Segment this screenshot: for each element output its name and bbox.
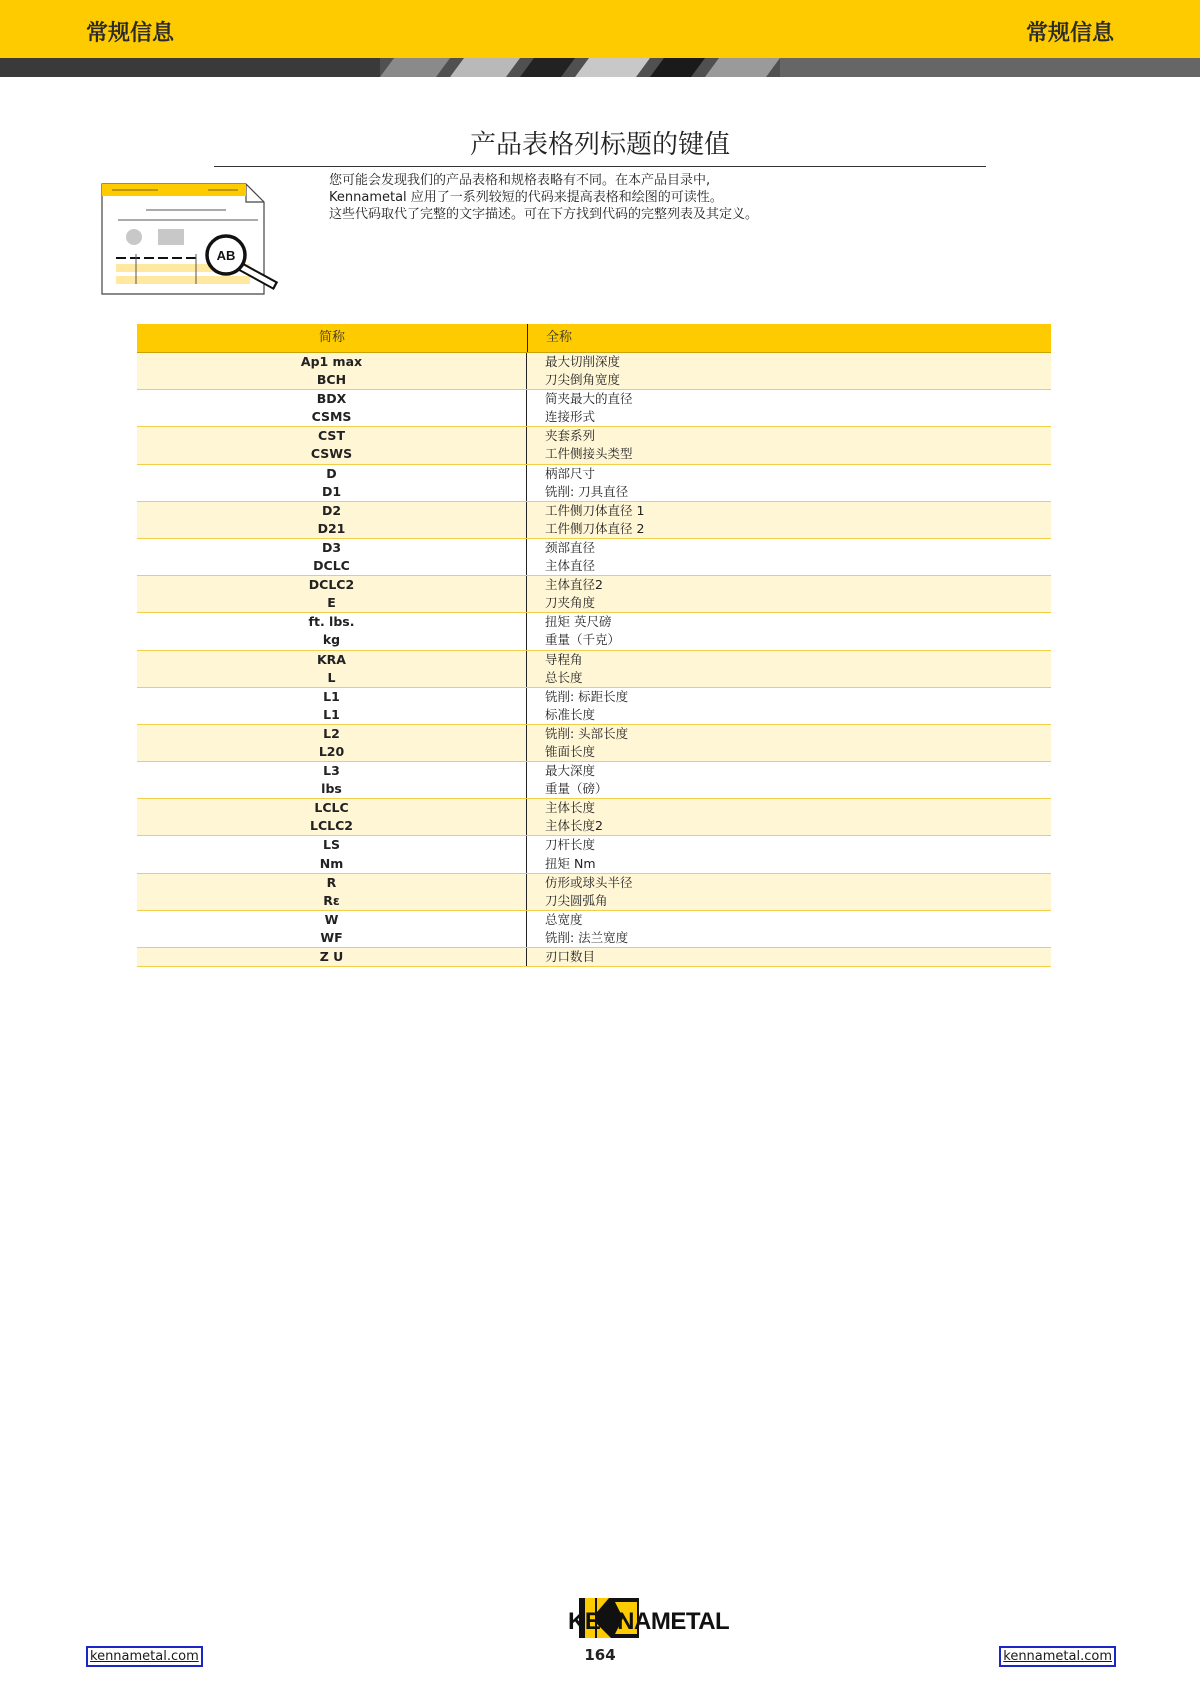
table-row bbox=[137, 371, 1051, 389]
full-name-cell: 夹套系列 bbox=[545, 428, 596, 444]
table-row-group bbox=[137, 836, 1051, 873]
table-header-row bbox=[137, 324, 1051, 353]
full-name-cell: 刀杆长度 bbox=[545, 837, 596, 853]
abbreviation-cell: DCLC2 bbox=[137, 576, 527, 594]
intro-paragraph bbox=[329, 172, 969, 223]
table-row bbox=[137, 483, 1051, 501]
table-row bbox=[137, 669, 1051, 687]
full-name-cell: 工件侧刀体直径 2 bbox=[545, 520, 645, 536]
table-row bbox=[137, 502, 1051, 520]
table-row bbox=[137, 557, 1051, 575]
full-name-cell: 主体直径 bbox=[545, 558, 596, 574]
full-name-cell: 铣削: 头部长度 bbox=[545, 725, 629, 741]
abbreviation-cell: E bbox=[137, 594, 527, 612]
full-name-cell: 总宽度 bbox=[545, 911, 583, 927]
table-row-group bbox=[137, 353, 1051, 390]
intro-line-3: 这些代码取代了完整的文字描述。可在下方找到代码的完整列表及其定义。 bbox=[329, 207, 759, 222]
abbreviation-cell: D bbox=[137, 465, 527, 483]
header-full-name: 全称 bbox=[546, 330, 573, 345]
decorative-stripe-bar bbox=[0, 58, 1200, 77]
table-row-group bbox=[137, 874, 1051, 911]
table-body bbox=[137, 353, 1051, 967]
footer-link-left[interactable]: kennametal.com bbox=[86, 1646, 203, 1667]
abbreviation-cell: CSMS bbox=[137, 408, 527, 426]
abbreviation-cell: CSWS bbox=[137, 445, 527, 463]
full-name-cell: 刃口数目 bbox=[545, 949, 596, 964]
table-row bbox=[137, 594, 1051, 612]
table-row bbox=[137, 688, 1051, 706]
intro-line-2: Kennametal 应用了一系列较短的代码来提高表格和绘图的可读性。 bbox=[329, 190, 723, 205]
table-row-group bbox=[137, 539, 1051, 576]
title-divider bbox=[214, 166, 986, 167]
table-row-group bbox=[137, 390, 1051, 427]
abbreviation-cell: CST bbox=[137, 427, 527, 445]
abbreviation-cell: ft. lbs. bbox=[137, 613, 527, 631]
full-name-cell: 主体直径2 bbox=[545, 577, 603, 593]
abbreviation-cell: Rε bbox=[137, 892, 527, 910]
abbreviation-cell: Nm bbox=[137, 855, 527, 873]
table-row-group bbox=[137, 948, 1051, 967]
full-name-cell: 扭矩 Nm bbox=[545, 855, 596, 871]
abbreviation-cell: L20 bbox=[137, 743, 527, 761]
table-row bbox=[137, 520, 1051, 538]
table-row bbox=[137, 874, 1051, 892]
full-name-cell: 导程角 bbox=[545, 651, 583, 667]
abbreviation-cell: lbs bbox=[137, 780, 527, 798]
table-row-group bbox=[137, 911, 1051, 948]
table-row bbox=[137, 465, 1051, 483]
abbreviation-cell: BCH bbox=[137, 371, 527, 389]
full-name-cell: 柄部尺寸 bbox=[545, 465, 596, 481]
full-name-cell: 重量（磅） bbox=[545, 781, 608, 797]
table-row-group bbox=[137, 576, 1051, 613]
table-row-group bbox=[137, 762, 1051, 799]
abbreviation-cell: D1 bbox=[137, 483, 527, 501]
full-name-cell: 扭矩 英尺磅 bbox=[545, 614, 612, 630]
full-name-cell: 铣削: 刀具直径 bbox=[545, 483, 629, 499]
abbreviation-cell: D2 bbox=[137, 502, 527, 520]
abbreviation-cell: LS bbox=[137, 836, 527, 854]
full-name-cell: 铣削: 标距长度 bbox=[545, 688, 629, 704]
abbreviation-table bbox=[137, 324, 1051, 967]
table-row bbox=[137, 651, 1051, 669]
full-name-cell: 重量（千克） bbox=[545, 632, 621, 648]
abbreviation-cell: L1 bbox=[137, 706, 527, 724]
table-row bbox=[137, 743, 1051, 761]
table-row bbox=[137, 799, 1051, 817]
abbreviation-cell: DCLC bbox=[137, 557, 527, 575]
abbreviation-cell: kg bbox=[137, 631, 527, 649]
full-name-cell: 工件侧接头类型 bbox=[545, 446, 633, 462]
table-row bbox=[137, 427, 1051, 445]
abbreviation-cell: L3 bbox=[137, 762, 527, 780]
table-row bbox=[137, 762, 1051, 780]
page-number: 164 bbox=[584, 1646, 616, 1664]
table-row-group bbox=[137, 465, 1051, 502]
table-row bbox=[137, 911, 1051, 929]
abbreviation-cell: L2 bbox=[137, 725, 527, 743]
header-abbreviation: 简称 bbox=[137, 324, 528, 352]
table-row bbox=[137, 539, 1051, 557]
intro-line-1: 您可能会发现我们的产品表格和规格表略有不同。在本产品目录中, bbox=[329, 173, 711, 188]
abbreviation-cell: KRA bbox=[137, 651, 527, 669]
full-name-cell: 刀尖倒角宽度 bbox=[545, 372, 621, 388]
full-name-cell: 锥面长度 bbox=[545, 743, 596, 759]
full-name-cell: 颈部直径 bbox=[545, 539, 596, 555]
full-name-cell: 总长度 bbox=[545, 669, 583, 685]
logo-wordmark: KENNAMETAL bbox=[568, 1608, 730, 1635]
table-row bbox=[137, 836, 1051, 854]
table-row bbox=[137, 445, 1051, 463]
abbreviation-cell: WF bbox=[137, 929, 527, 947]
table-row bbox=[137, 631, 1051, 649]
full-name-cell: 仿形或球头半径 bbox=[545, 874, 633, 890]
abbreviation-cell: Z U bbox=[137, 948, 527, 966]
footer-link-right[interactable]: kennametal.com bbox=[999, 1646, 1116, 1667]
header-left-title: 常规信息 bbox=[86, 21, 175, 46]
table-row bbox=[137, 780, 1051, 798]
abbreviation-cell: L1 bbox=[137, 688, 527, 706]
table-row bbox=[137, 929, 1051, 947]
table-row-group bbox=[137, 725, 1051, 762]
full-name-cell: 工件侧刀体直径 1 bbox=[545, 502, 645, 518]
table-row-group bbox=[137, 613, 1051, 650]
table-magnifier-illustration bbox=[98, 180, 288, 300]
full-name-cell: 主体长度2 bbox=[545, 818, 603, 834]
full-name-cell: 主体长度 bbox=[545, 800, 596, 816]
abbreviation-cell: W bbox=[137, 911, 527, 929]
abbreviation-cell: Ap1 max bbox=[137, 353, 527, 371]
table-row bbox=[137, 706, 1051, 724]
header-right-title: 常规信息 bbox=[1025, 21, 1114, 46]
full-name-cell: 标准长度 bbox=[545, 706, 596, 722]
table-row bbox=[137, 353, 1051, 371]
abbreviation-cell: D21 bbox=[137, 520, 527, 538]
abbreviation-cell: LCLC2 bbox=[137, 817, 527, 835]
table-row bbox=[137, 892, 1051, 910]
table-row-group bbox=[137, 799, 1051, 836]
table-row bbox=[137, 948, 1051, 966]
table-row-group bbox=[137, 688, 1051, 725]
full-name-cell: 最大深度 bbox=[545, 763, 596, 779]
table-row-group bbox=[137, 427, 1051, 464]
abbreviation-cell: R bbox=[137, 874, 527, 892]
table-row-group bbox=[137, 651, 1051, 688]
table-row-group bbox=[137, 502, 1051, 539]
magnifier-label: AB bbox=[216, 248, 236, 263]
table-row bbox=[137, 613, 1051, 631]
page-title: 产品表格列标题的键值 bbox=[469, 130, 730, 160]
full-name-cell: 刀夹角度 bbox=[545, 595, 596, 611]
table-row bbox=[137, 576, 1051, 594]
full-name-cell: 简夹最大的直径 bbox=[545, 391, 633, 407]
abbreviation-cell: LCLC bbox=[137, 799, 527, 817]
header-band bbox=[0, 0, 1200, 58]
full-name-cell: 最大切削深度 bbox=[545, 354, 621, 369]
table-row bbox=[137, 817, 1051, 835]
table-row bbox=[137, 390, 1051, 408]
table-row bbox=[137, 725, 1051, 743]
abbreviation-cell: BDX bbox=[137, 390, 527, 408]
abbreviation-cell: L bbox=[137, 669, 527, 687]
full-name-cell: 刀尖圆弧角 bbox=[545, 892, 608, 908]
full-name-cell: 连接形式 bbox=[545, 409, 596, 425]
table-row bbox=[137, 408, 1051, 426]
abbreviation-cell: D3 bbox=[137, 539, 527, 557]
table-row bbox=[137, 855, 1051, 873]
full-name-cell: 铣削: 法兰宽度 bbox=[545, 929, 629, 945]
